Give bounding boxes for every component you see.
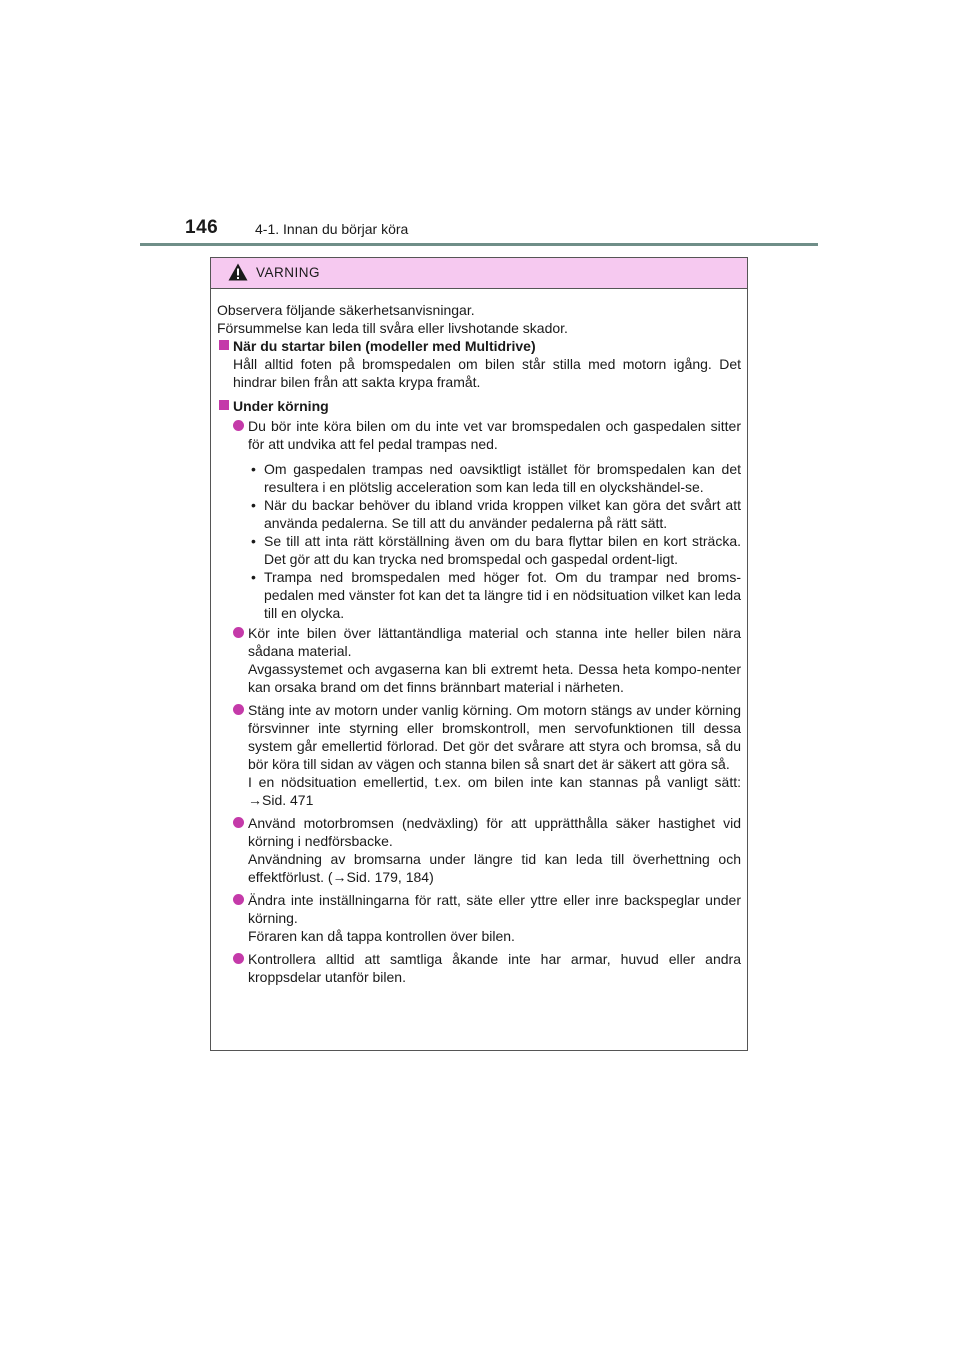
circle-bullet-icon (233, 627, 244, 638)
circle-bullet-icon (233, 420, 244, 431)
bullet-item: Du bör inte köra bilen om du inte vet var bromspedalen och gaspedalen sitter för att undvika att fel pedal trampas ned. (217, 417, 741, 453)
square-bullet-icon (219, 340, 229, 350)
warning-label: VARNING (256, 265, 321, 280)
section-text: Håll alltid foten på bromspedalen om bilen står stilla med motorn igång. Det hindrar bilen från att sakta krypa framåt. (233, 356, 741, 390)
sub-bullet-item: • När du backar behöver du ibland vrida kroppen vilket kan göra det svårt att använda pedalerna. Se till att du använder pedalerna på rätt sätt. (251, 497, 741, 531)
bullet-item: Kör inte bilen över lättantändliga material och stanna inte heller bilen nära sådana material. Avgassystemet och avgaserna kan bli extremt heta. Dessa heta kompo-nenter kan orsaka brand om det finns brännbart material i närheten. (217, 624, 741, 696)
warning-body (211, 289, 747, 986)
warning-header (211, 258, 747, 289)
circle-bullet-icon (233, 817, 244, 828)
sub-bullet-item: • Trampa ned bromspedalen med höger fot. Om du trampar ned broms-pedalen med vänster fot kan det ta längre tid i en nödsituation vilket kan leda till en olycka. (251, 569, 741, 621)
bullet-item: Kontrollera alltid att samtliga åkande inte har armar, huvud eller andra kroppsdelar utanför bilen. (217, 950, 741, 986)
warning-box (210, 257, 748, 1051)
section-heading: Under körning (217, 397, 741, 415)
page-number: 146 (185, 217, 219, 238)
bullet-item: Ändra inte inställningarna för ratt, säte eller yttre eller inre backspeglar under körning. Föraren kan då tappa kontrollen över bilen. (217, 891, 741, 945)
section-title: 4-1. Innan du börjar köra (255, 221, 409, 237)
page-header (185, 215, 825, 243)
circle-bullet-icon (233, 894, 244, 905)
circle-bullet-icon (233, 953, 244, 964)
circle-bullet-icon (233, 704, 244, 715)
sub-bullet-item: • Se till att inta rätt körställning även om du bara flyttar bilen en kort sträcka. Det gör att du kan trycka ned bromspedal och gaspedal ordent-ligt. (251, 533, 741, 567)
section-heading: När du startar bilen (modeller med Multidrive) (217, 337, 741, 355)
square-bullet-icon (219, 400, 229, 410)
bullet-item: Använd motorbromsen (nedväxling) för att upprätthålla säker hastighet vid körning i nedförsbacke. Användning av bromsarna under längre tid kan leda till överhettning och effektförlust. (→Sid. 179, 184) (217, 814, 741, 886)
warning-triangle-icon (228, 263, 248, 281)
intro-line: Observera följande säkerhetsanvisningar. (217, 302, 475, 318)
header-rule (140, 243, 818, 246)
bullet-item: Stäng inte av motorn under vanlig körning. Om motorn stängs av under körning försvinner inte styrning eller bromskontroll, men servofunktionen till dessa system går emellertid förlorad. Det gör det svårare att styra och bromsa, så du bör köra till sidan av vägen och stanna bilen så snart det är säkert att göra så. I en nödsituation emellertid, t.ex. om bilen inte kan stannas på vanligt sätt: →Sid. 471 (217, 701, 741, 809)
sub-bullet-item: • Om gaspedalen trampas ned oavsiktligt istället för bromspedalen kan det resultera i en plötslig acceleration som kan leda till en olyckshändel-se. (251, 461, 741, 495)
intro-line: Försummelse kan leda till svåra eller livshotande skador. (217, 320, 568, 336)
